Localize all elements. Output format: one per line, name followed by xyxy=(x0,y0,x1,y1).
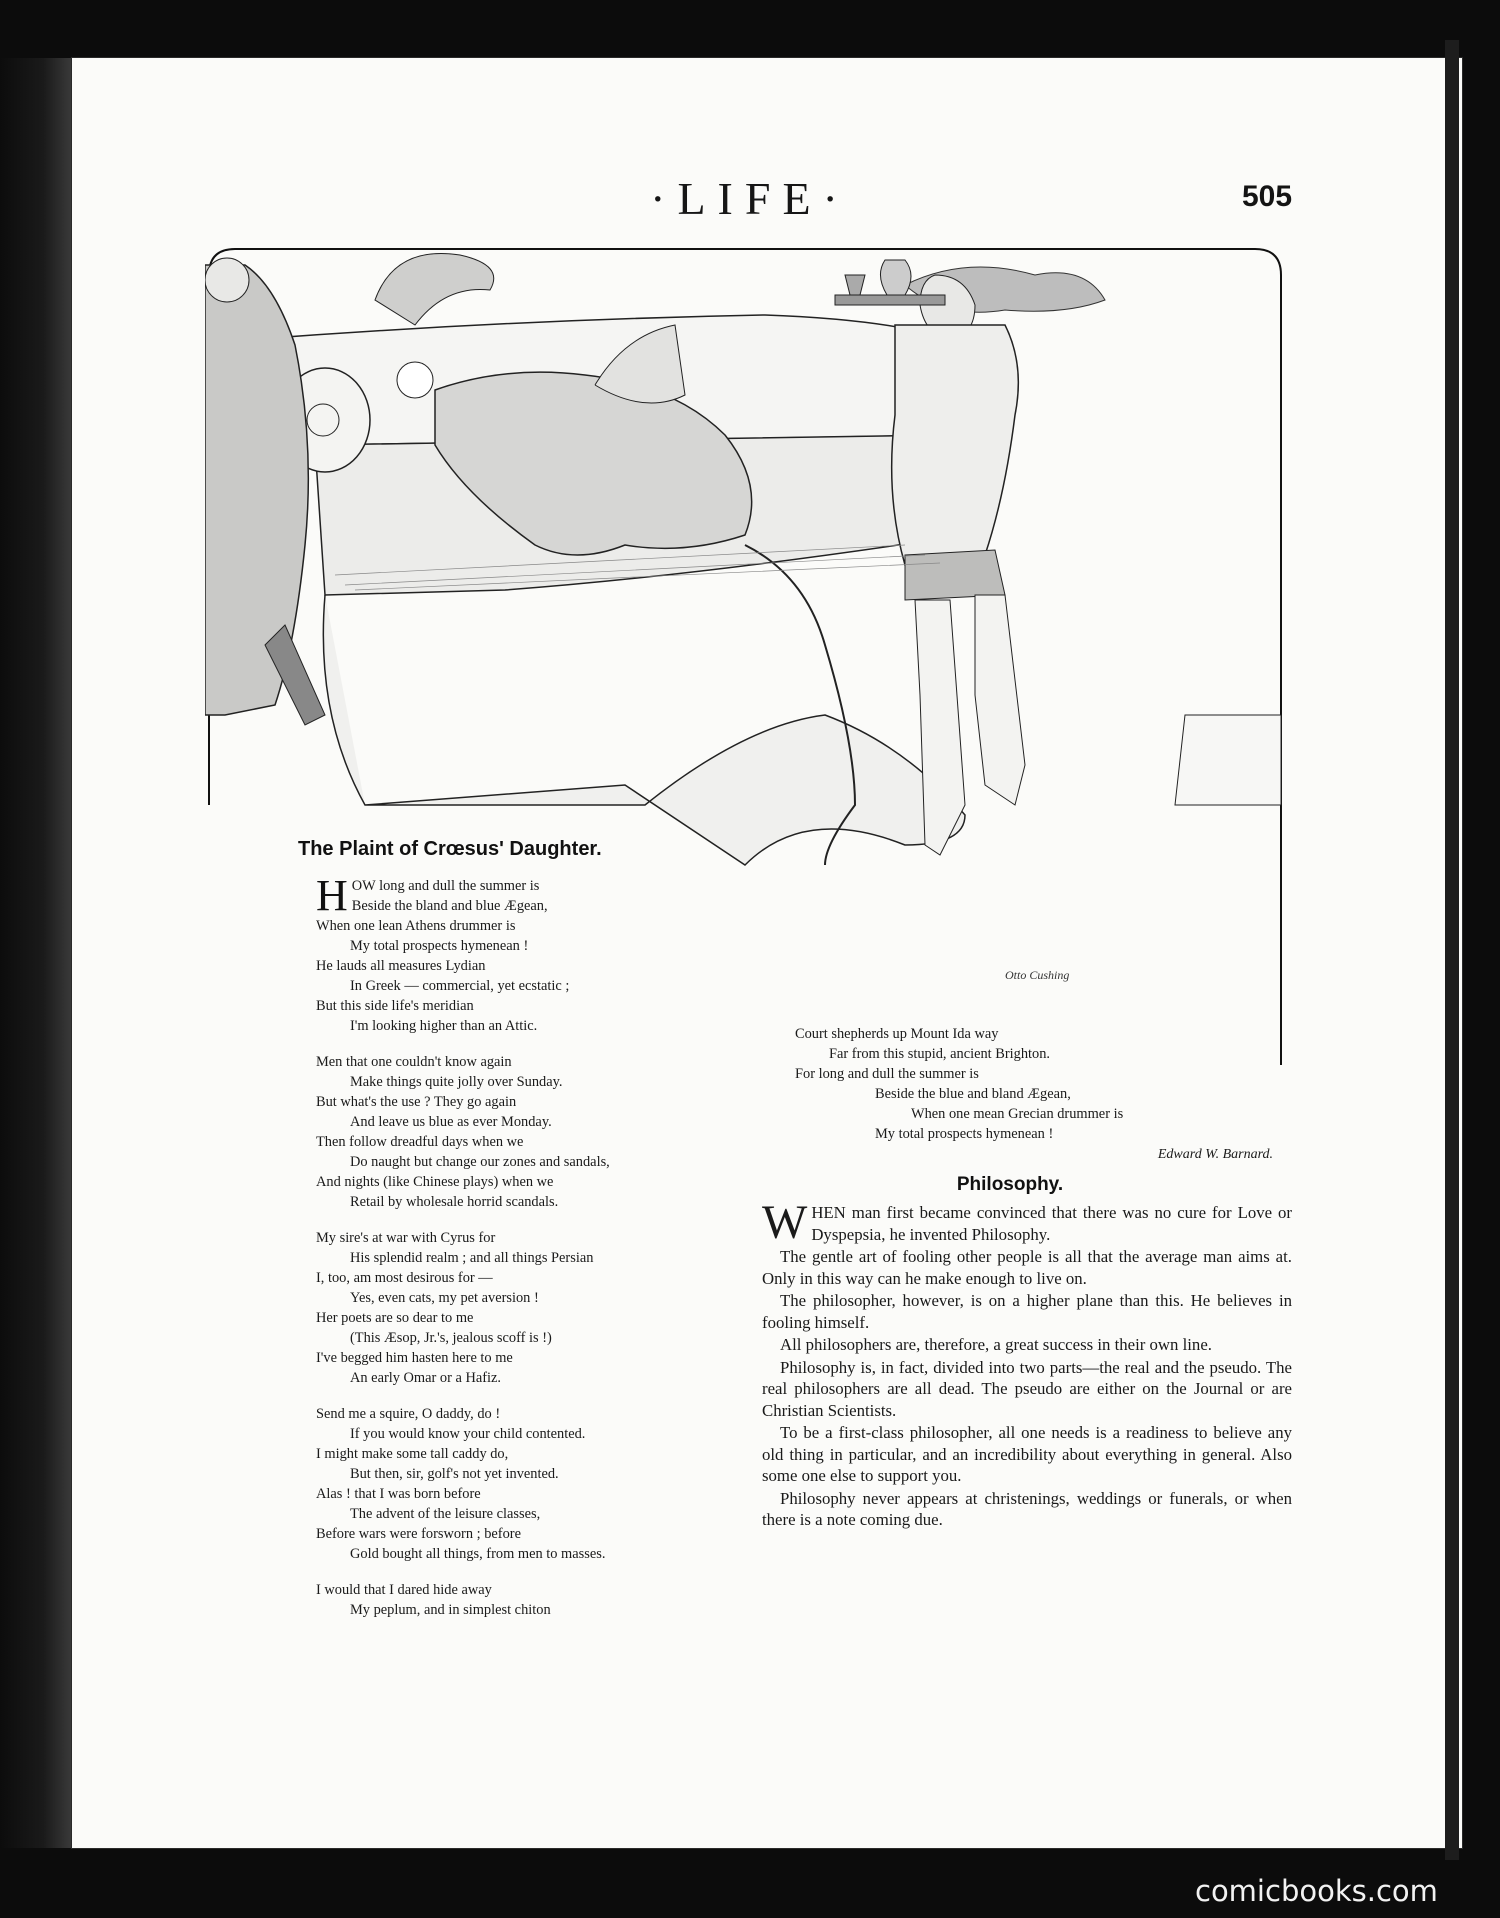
essay-paragraph: Philosophy never appears at christenings, weddings or funerals, or when there is a note coming due. xyxy=(762,1488,1292,1529)
poem-line: And leave us blue as ever Monday. xyxy=(350,1114,552,1130)
poem-line: Yes, even cats, my pet aversion ! xyxy=(350,1290,539,1306)
poem-line: An early Omar or a Hafiz. xyxy=(350,1370,502,1386)
poem-line: I would that I dared hide away xyxy=(316,1582,492,1598)
poem-line: I, too, am most desirous for — xyxy=(316,1270,493,1286)
poem-line: For long and dull the summer is xyxy=(795,1066,979,1082)
poem-stanza-3 xyxy=(316,1228,756,1388)
page-number: 505 xyxy=(1242,180,1293,213)
poem-continuation xyxy=(795,1024,1275,1166)
poem-dropcap: H xyxy=(316,871,348,920)
poem-line: Far from this stupid, ancient Brighton. xyxy=(829,1046,1051,1062)
essay-paragraph: The philosopher, however, is on a higher plane than this. He believes in fooling himself. xyxy=(762,1291,1292,1332)
essay-paragraph: All philosophers are, therefore, a great success in their own line. xyxy=(780,1335,1212,1354)
poem-line: Before wars were forsworn ; before xyxy=(316,1526,521,1542)
poem-line: In Greek — commercial, yet ecstatic ; xyxy=(350,978,570,994)
poem-line: Then follow dreadful days when we xyxy=(316,1134,524,1150)
poem-line: If you would know your child contented. xyxy=(350,1426,586,1442)
source-watermark: comicbooks.com xyxy=(1195,1874,1438,1908)
poem-line: But this side life's meridian xyxy=(316,998,474,1014)
poem-stanza-4 xyxy=(316,1404,756,1564)
poem-line: OW long and dull the summer is xyxy=(351,878,540,894)
poem-line: Court shepherds up Mount Ida way xyxy=(795,1026,999,1042)
poem-line: (This Æsop, Jr.'s, jealous scoff is !) xyxy=(350,1330,552,1346)
poem-line: My peplum, and in simplest chiton xyxy=(350,1602,551,1618)
poem-author: Edward W. Barnard. xyxy=(1157,1147,1273,1162)
poem-line: But what's the use ? They go again xyxy=(316,1094,517,1110)
poem-line: Her poets are so dear to me xyxy=(316,1310,474,1326)
poem-line: His splendid realm ; and all things Persian xyxy=(350,1250,594,1266)
poem-line: I've begged him hasten here to me xyxy=(316,1350,513,1366)
poem-line: But then, sir, golf's not yet invented. xyxy=(350,1466,559,1482)
poem-line: When one lean Athens drummer is xyxy=(316,918,516,934)
essay-body xyxy=(762,1196,1292,1532)
masthead: ·LIFE· xyxy=(650,173,850,224)
essay-paragraph-text: HEN man first became convinced that there was no cure for Love or Dyspepsia, he invented Philosophy. xyxy=(811,1203,1292,1244)
poem-line: Send me a squire, O daddy, do ! xyxy=(316,1406,501,1422)
poem-line: Alas ! that I was born before xyxy=(316,1486,481,1502)
poem-line: The advent of the leisure classes, xyxy=(350,1506,541,1522)
poem-line: Retail by wholesale horrid scandals. xyxy=(350,1194,559,1210)
essay-dropcap: W xyxy=(762,1196,808,1249)
poem-line: Do naught but change our zones and sandals, xyxy=(350,1154,610,1170)
poem-body xyxy=(316,871,756,1636)
essay-paragraph xyxy=(762,1196,1292,1249)
poem-line: My sire's at war with Cyrus for xyxy=(316,1230,496,1246)
poem-line: I might make some tall caddy do, xyxy=(316,1446,509,1462)
page-gutter-shadow xyxy=(0,58,72,1848)
page-edge xyxy=(1445,40,1459,1860)
essay-title: Philosophy. xyxy=(956,1174,1064,1195)
poem-title: The Plaint of Crœsus' Daughter. xyxy=(298,838,602,860)
poem-line: He lauds all measures Lydian xyxy=(316,958,486,974)
poem-line: Gold bought all things, from men to masses. xyxy=(350,1546,606,1562)
poem-line: And nights (like Chinese plays) when we xyxy=(316,1174,554,1190)
poem-stanza-5 xyxy=(316,1580,756,1620)
essay-paragraph: Philosophy is, in fact, divided into two parts—the real and the pseudo. The real philosophers are all dead. The pseudo are either on the Journal or are Christian Scientists. xyxy=(762,1357,1292,1420)
poem-stanza-1 xyxy=(316,871,756,1036)
poem-line: My total prospects hymenean ! xyxy=(875,1126,1054,1142)
poem-line: Make things quite jolly over Sunday. xyxy=(350,1074,563,1090)
illustration-signature: Otto Cushing xyxy=(1005,968,1070,982)
essay-paragraph: To be a first-class philosopher, all one needs is a readiness to believe any old thing in particular, and an incredibility about everything in general. Also some one else to support you. xyxy=(762,1423,1292,1485)
poem-line: When one mean Grecian drummer is xyxy=(911,1106,1124,1122)
poem-line: I'm looking higher than an Attic. xyxy=(350,1018,538,1034)
poem-stanza-2 xyxy=(316,1052,756,1212)
poem-line: Men that one couldn't know again xyxy=(316,1054,512,1070)
poem-line: Beside the blue and bland Ægean, xyxy=(875,1086,1071,1102)
essay-paragraph: The gentle art of fooling other people is all that the average man aims at. Only in this way can he make enough to live on. xyxy=(762,1247,1292,1288)
poem-line: My total prospects hymenean ! xyxy=(350,938,529,954)
poem-line: Beside the bland and blue Ægean, xyxy=(351,898,548,914)
